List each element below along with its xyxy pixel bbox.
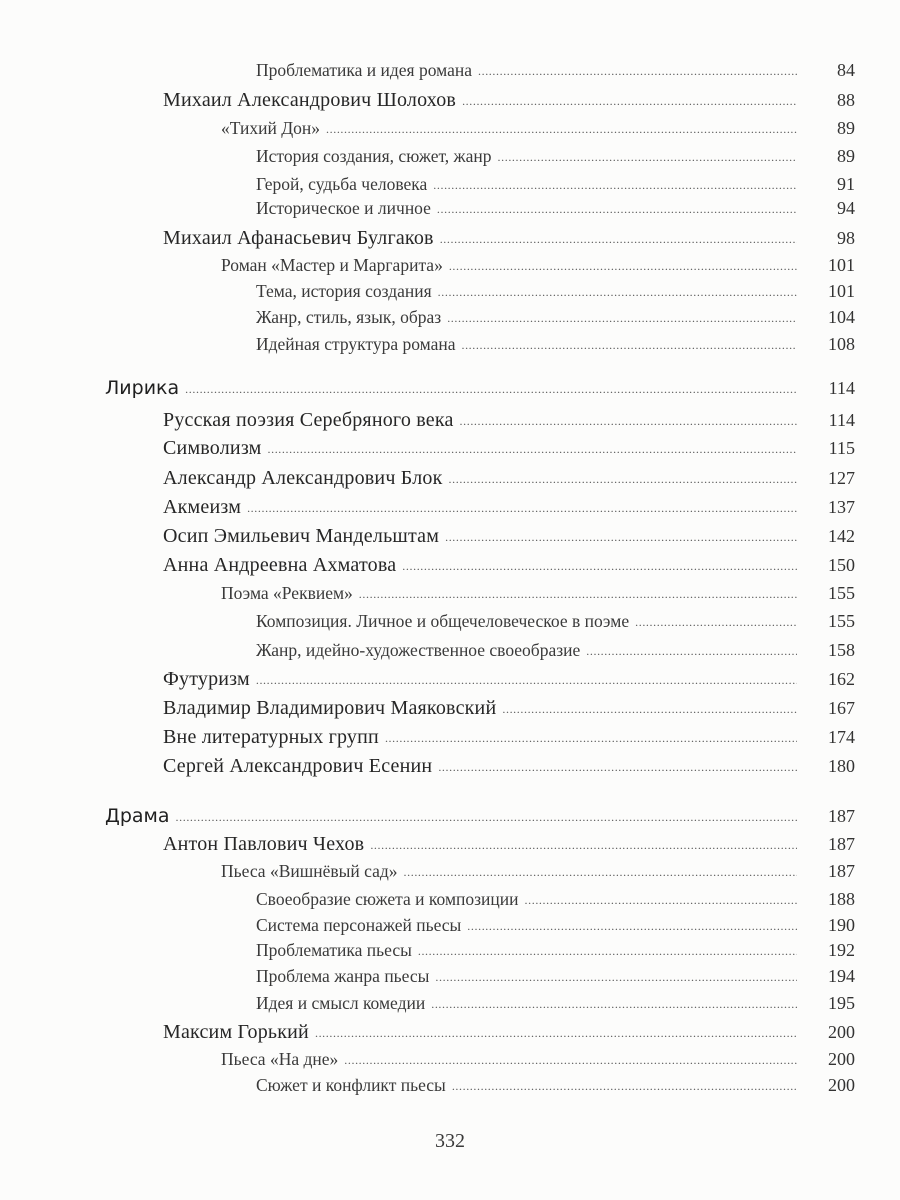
dot-leader [445, 530, 797, 545]
dot-leader [435, 970, 797, 985]
toc-entry-page: 194 [828, 966, 855, 986]
toc-entry [0, 640, 900, 668]
toc-entry-page: 192 [828, 940, 855, 960]
dot-leader [433, 178, 797, 193]
toc-entry-title: Проблематика пьесы [256, 940, 412, 960]
toc-section-lyrics [0, 377, 900, 405]
toc-entry-title: Александр Александрович Блок [163, 467, 443, 489]
toc-entry [0, 889, 900, 917]
dot-leader [404, 865, 797, 880]
toc-entry-page: 114 [828, 378, 855, 398]
toc-entry-page: 174 [828, 727, 855, 747]
toc-entry-page: 187 [828, 834, 855, 854]
toc-section-title: Драма [105, 805, 170, 827]
toc-entry-title: Историческое и личное [256, 198, 431, 218]
toc-entry [0, 726, 900, 754]
toc-entry [0, 697, 900, 725]
dot-leader [498, 150, 797, 165]
toc-entry-page: 158 [828, 640, 855, 660]
toc-entry-title: Тема, история создания [256, 281, 432, 301]
toc-entry-page: 187 [828, 861, 855, 881]
toc-entry-title: Поэма «Реквием» [221, 583, 353, 603]
toc-entry-page: 190 [828, 915, 855, 935]
toc-entry-title: Антон Павлович Чехов [163, 833, 365, 855]
toc-entry-page: 180 [828, 756, 855, 776]
toc-entry-page: 98 [837, 228, 855, 248]
dot-leader [385, 731, 797, 746]
toc-entry [0, 281, 900, 309]
toc-entry-title: Пьеса «На дне» [221, 1049, 339, 1069]
toc-entry-title: Жанр, идейно-художественное своеобразие [256, 640, 581, 660]
toc-entry-page: 162 [828, 669, 855, 689]
toc-entry-title: Анна Андреевна Ахматова [163, 554, 397, 576]
dot-leader [449, 472, 797, 487]
toc-entry-title: Роман «Мастер и Маргарита» [221, 255, 443, 275]
toc-entry-page: 150 [828, 555, 855, 575]
dot-leader [256, 673, 797, 688]
toc-entry [0, 1049, 900, 1077]
dot-leader [478, 64, 797, 79]
toc-entry-title: Символизм [163, 437, 262, 459]
toc-entry-page: 200 [828, 1049, 855, 1069]
toc-entry-page: 155 [828, 611, 855, 631]
toc-entry-page: 94 [837, 198, 855, 218]
toc-entry-page: 108 [828, 334, 855, 354]
toc-entry-title: Акмеизм [163, 496, 242, 518]
toc-entry-page: 137 [828, 497, 855, 517]
toc-entry [0, 525, 900, 553]
dot-leader [460, 414, 797, 429]
toc-entry-title: Осип Эмильевич Мандельштам [163, 525, 440, 547]
toc-entry [0, 255, 900, 283]
toc-entry [0, 227, 900, 255]
dot-leader [402, 559, 797, 574]
toc-entry [0, 334, 900, 362]
toc-entry [0, 118, 900, 146]
dot-leader [247, 501, 797, 516]
toc-entry-title: Вне литературных групп [163, 726, 379, 748]
toc-entry-page: 89 [837, 146, 855, 166]
dot-leader [461, 338, 797, 353]
toc-entry-title: Максим Горький [163, 1021, 309, 1043]
toc-entry-page: 101 [828, 255, 855, 275]
toc-entry-page: 200 [828, 1075, 855, 1095]
dot-leader [370, 838, 797, 853]
toc-entry-title: Сергей Александрович Есенин [163, 755, 433, 777]
toc-entry-page: 104 [828, 307, 855, 327]
toc-entry-title: Герой, судьба человека [256, 174, 428, 194]
toc-entry [0, 755, 900, 783]
toc-entry [0, 668, 900, 696]
toc-entry-page: 89 [837, 118, 855, 138]
toc-entry [0, 833, 900, 861]
toc-entry-title: Владимир Владимирович Маяковский [163, 697, 497, 719]
toc-entry [0, 940, 900, 968]
dot-leader [431, 997, 797, 1012]
dot-leader [438, 285, 797, 300]
toc-entry-title: Русская поэзия Серебряного века [163, 409, 454, 431]
toc-entry-page: 167 [828, 698, 855, 718]
toc-entry-title: История создания, сюжет, жанр [256, 146, 492, 166]
toc-entry-title: Система персонажей пьесы [256, 915, 462, 935]
toc-entry [0, 1021, 900, 1049]
toc-entry-page: 200 [828, 1022, 855, 1042]
toc-entry [0, 467, 900, 495]
dot-leader [438, 760, 797, 775]
toc-entry-title: Михаил Александрович Шолохов [163, 89, 457, 111]
toc-entry [0, 198, 900, 226]
toc-entry-title: Проблема жанра пьесы [256, 966, 430, 986]
dot-leader [586, 644, 797, 659]
toc-entry [0, 60, 900, 88]
toc-entry-page: 155 [828, 583, 855, 603]
toc-entry [0, 409, 900, 437]
toc-entry-title: Пьеса «Вишнёвый сад» [221, 861, 398, 881]
toc-entry-page: 142 [828, 526, 855, 546]
toc-entry [0, 307, 900, 335]
toc-entry [0, 861, 900, 889]
dot-leader [502, 702, 797, 717]
toc-entry-page: 115 [828, 438, 855, 458]
toc-entry [0, 993, 900, 1021]
toc-entry-title: Футуризм [163, 668, 250, 690]
toc-entry [0, 496, 900, 524]
toc-entry-page: 101 [828, 281, 855, 301]
toc-entry-page: 114 [828, 410, 855, 430]
dot-leader [359, 587, 797, 602]
dot-leader [176, 810, 797, 825]
toc-entry-title: Проблематика и идея романа [256, 60, 472, 80]
dot-leader [268, 442, 798, 457]
toc-entry [0, 437, 900, 465]
dot-leader [452, 1079, 797, 1094]
dot-leader [449, 259, 797, 274]
toc-entry-page: 187 [828, 806, 855, 826]
toc-entry [0, 146, 900, 174]
toc-entry-title: Сюжет и конфликт пьесы [256, 1075, 446, 1095]
dot-leader [437, 202, 797, 217]
toc-entry-page: 84 [837, 60, 855, 80]
dot-leader [525, 893, 797, 908]
toc-section-title: Лирика [105, 377, 180, 399]
toc-entry-title: «Тихий Дон» [221, 118, 321, 138]
dot-leader [326, 122, 797, 137]
dot-leader [315, 1026, 797, 1041]
dot-leader [185, 382, 797, 397]
toc-section-drama [0, 805, 900, 833]
toc-entry [0, 1075, 900, 1103]
toc-entry-page: 88 [837, 90, 855, 110]
dot-leader [440, 232, 797, 247]
dot-leader [467, 919, 797, 934]
toc-entry-title: Композиция. Личное и общечеловеческое в поэме [256, 611, 630, 631]
dot-leader [344, 1053, 797, 1068]
dot-leader [635, 615, 797, 630]
toc-entry-page: 188 [828, 889, 855, 909]
toc-entry-page: 127 [828, 468, 855, 488]
dot-leader [462, 94, 797, 109]
toc-entry [0, 966, 900, 994]
toc-entry-title: Михаил Афанасьевич Булгаков [163, 227, 434, 249]
toc-entry-title: Идейная структура романа [256, 334, 456, 354]
toc-entry-page: 195 [828, 993, 855, 1013]
toc-entry-title: Жанр, стиль, язык, образ [256, 307, 442, 327]
toc-entry-title: Идея и смысл комедии [256, 993, 426, 1013]
toc-entry-page: 91 [837, 174, 855, 194]
toc-entry-title: Своеобразие сюжета и композиции [256, 889, 519, 909]
page-number: 332 [435, 1130, 465, 1152]
toc-entry [0, 554, 900, 582]
dot-leader [418, 944, 797, 959]
dot-leader [447, 311, 797, 326]
toc-entry [0, 583, 900, 611]
toc-entry [0, 611, 900, 639]
toc-entry [0, 915, 900, 943]
toc-entry [0, 89, 900, 117]
